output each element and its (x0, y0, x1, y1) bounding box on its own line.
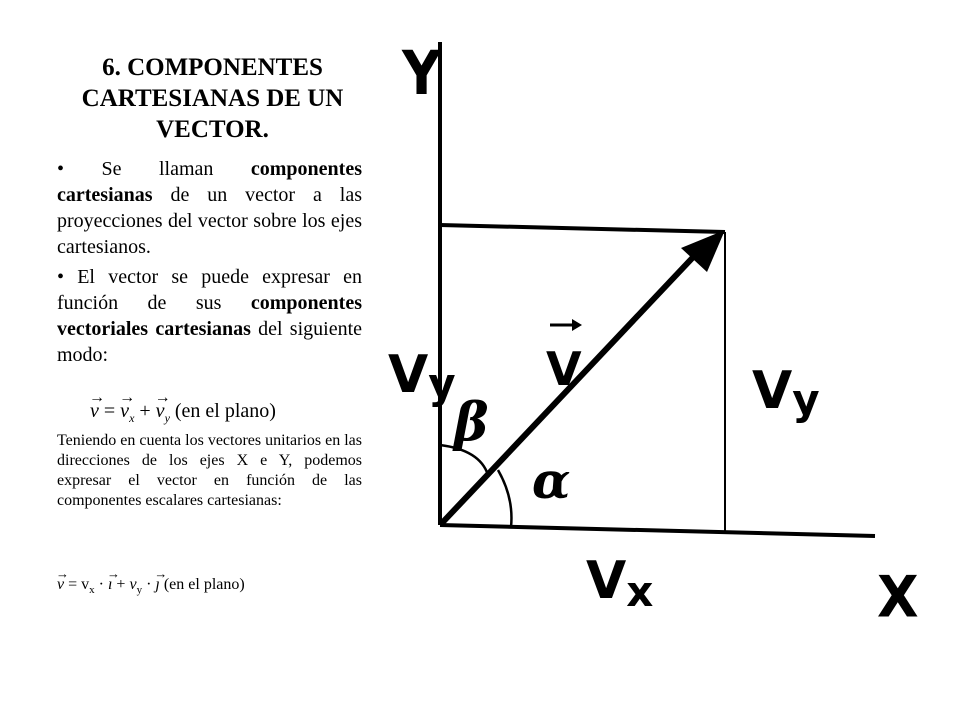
x-axis-line (440, 525, 875, 536)
alpha-label: α (532, 451, 571, 510)
bullet: • (57, 266, 65, 288)
paragraph-definition: • Se llaman componentes cartesianas de un vector a las proyecciones del vector sobre los ejes cartesianos. (57, 158, 362, 258)
alpha-angle-arc (498, 470, 511, 527)
unit-vector-i: → ı (108, 575, 112, 595)
projection-top-line (440, 225, 725, 232)
paragraph-unit-vectors: Teniendo en cuenta los vectores unitarios en las direcciones de los ejes X e Y, podemos expresar el vector en función de las componentes escalares cartesianas: (57, 432, 362, 509)
vx-label: Vx (586, 551, 654, 616)
unit-vector-j: → ȷ (155, 575, 159, 595)
vy-right-label: Vy (752, 361, 820, 424)
page-title: 6. COMPONENTES CARTESIANAS DE UN VECTOR. (81, 54, 344, 143)
paragraph-vector-expression: • El vector se puede expresar en función de sus componentes vectoriales cartesianas del siguiente modo: (57, 266, 362, 366)
vector-vy: → $v_y$ (156, 398, 170, 431)
vector-components-diagram (380, 20, 940, 660)
bold-term: componentes cartesianas (57, 158, 362, 206)
x-axis-label: X (877, 565, 919, 631)
vy-left-label: Vy (388, 345, 456, 408)
vector-v-label: V (546, 342, 582, 396)
equation-vector-components: → v = → $v_x$ + → $v_y$ (en el plano) (90, 398, 276, 431)
vector-vx: → $v_x$ (120, 398, 134, 431)
equation-scalar-components: → $v = v_x$ · → ı + $v_y$ · → ȷ (en el plano) (57, 575, 245, 600)
vector-v: → v (57, 575, 64, 595)
beta-label: β (454, 392, 489, 453)
vector-v: → v (90, 398, 99, 424)
bold-term: componentes vectoriales cartesianas (57, 292, 362, 340)
y-axis-label: Y (402, 38, 442, 109)
vector-v-label-arrowhead (572, 319, 582, 331)
bullet: • (57, 158, 65, 180)
